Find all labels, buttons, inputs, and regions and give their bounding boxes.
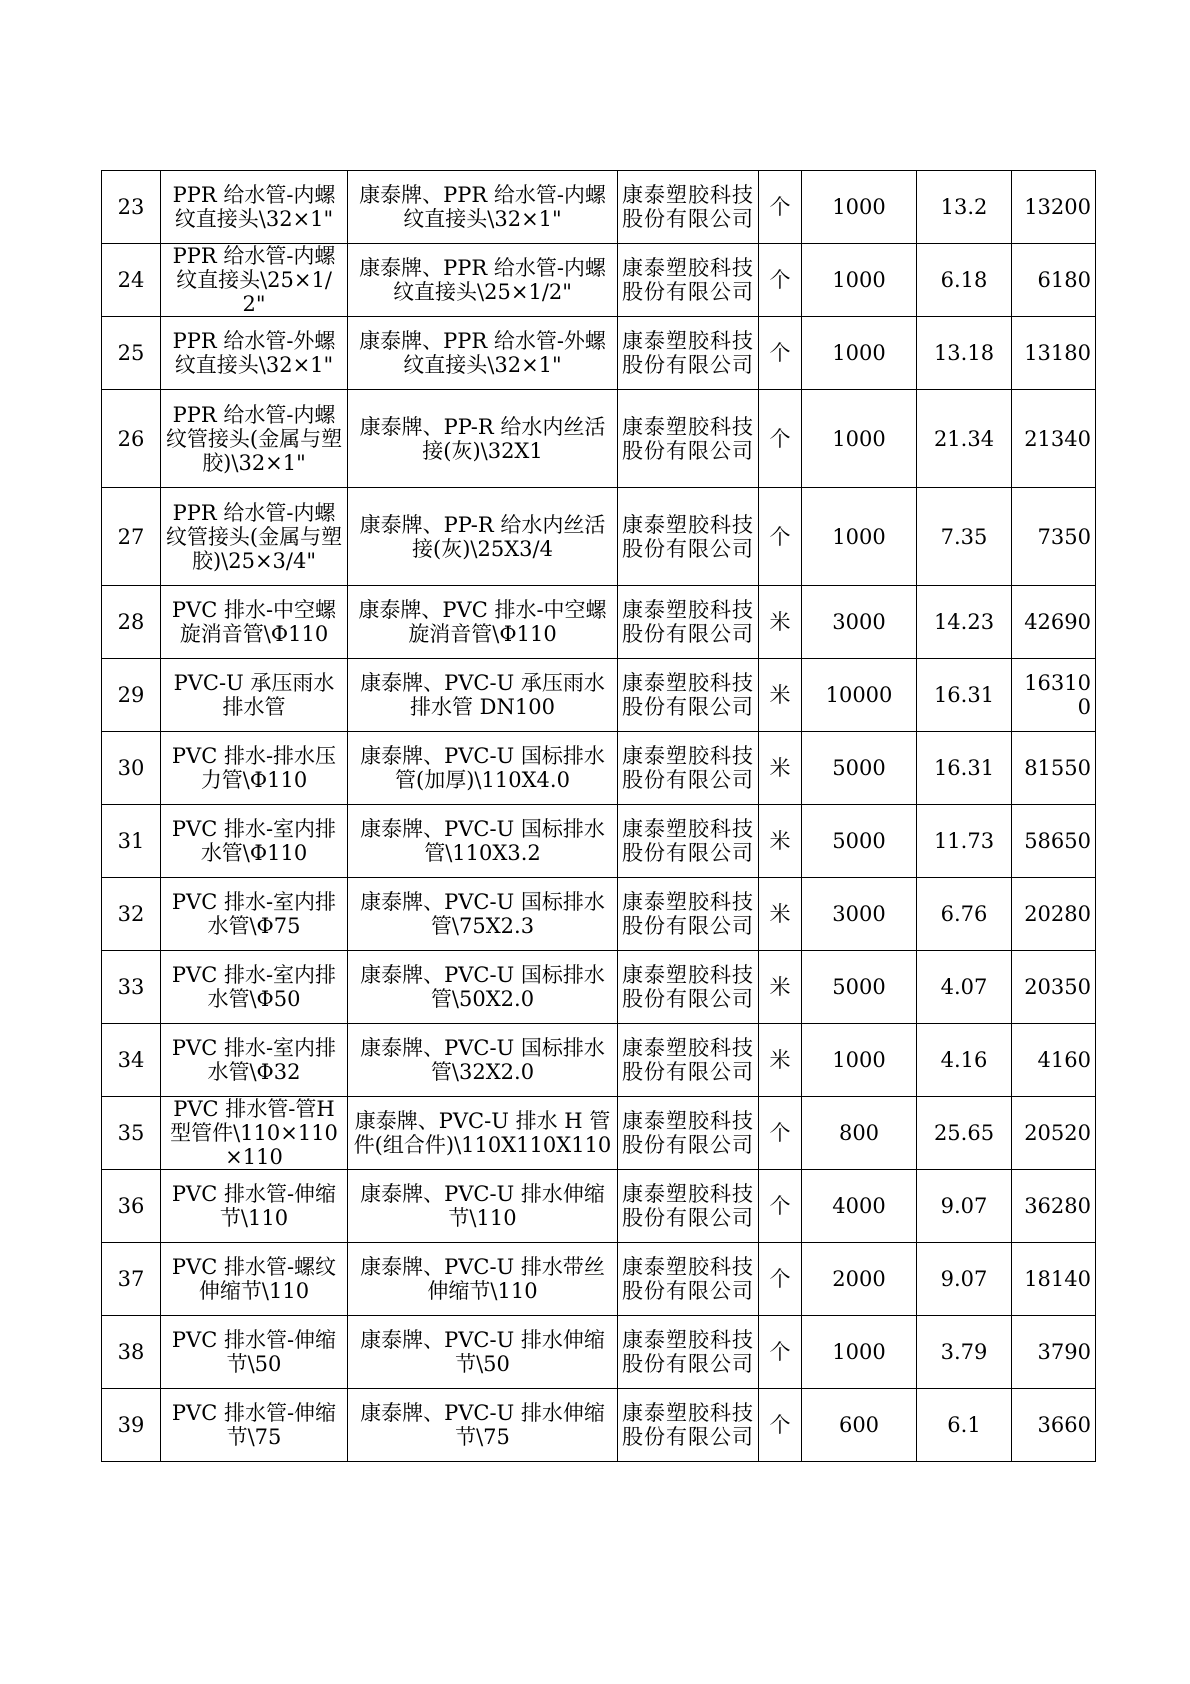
unit-cell: 米 [759,878,802,951]
product-name-cell: PVC 排水-排水压力管\Φ110 [161,732,348,805]
unit-cell: 个 [759,1243,802,1316]
manufacturer-cell: 康泰塑胶科技股份有限公司 [618,1389,759,1462]
unit-price-cell: 7.35 [917,488,1012,586]
product-name-cell: PPR 给水管-外螺纹直接头\32×1" [161,317,348,390]
table-row [102,1024,1096,1097]
product-name-cell: PVC 排水-室内排水管\Φ32 [161,1024,348,1097]
total-amount-cell: 4160 [1012,1024,1096,1097]
row-number: 38 [102,1316,161,1389]
product-name-cell: PPR 给水管-内螺纹管接头(金属与塑胶)\25×3/4" [161,488,348,586]
quantity-cell: 3000 [802,878,917,951]
total-amount-cell: 13200 [1012,171,1096,244]
brand-spec-cell: 康泰牌、PVC 排水-中空螺旋消音管\Φ110 [348,586,618,659]
unit-cell: 米 [759,951,802,1024]
product-name-cell: PVC 排水-室内排水管\Φ75 [161,878,348,951]
brand-spec-cell: 康泰牌、PPR 给水管-外螺纹直接头\32×1" [348,317,618,390]
quantity-cell: 5000 [802,732,917,805]
unit-cell: 个 [759,317,802,390]
row-number: 26 [102,390,161,488]
row-number: 27 [102,488,161,586]
brand-spec-cell: 康泰牌、PPR 给水管-内螺纹直接头\32×1" [348,171,618,244]
brand-spec-cell: 康泰牌、PVC-U 承压雨水排水管 DN100 [348,659,618,732]
brand-spec-cell: 康泰牌、PVC-U 国标排水管\75X2.3 [348,878,618,951]
product-name-cell: PVC-U 承压雨水排水管 [161,659,348,732]
brand-spec-cell: 康泰牌、PVC-U 排水伸缩节\75 [348,1389,618,1462]
product-name-cell: PVC 排水-室内排水管\Φ110 [161,805,348,878]
unit-price-cell: 16.31 [917,732,1012,805]
unit-cell: 米 [759,659,802,732]
row-number: 32 [102,878,161,951]
total-amount-cell: 36280 [1012,1170,1096,1243]
product-name-cell: PVC 排水管-伸缩节\110 [161,1170,348,1243]
unit-price-cell: 14.23 [917,586,1012,659]
total-amount-cell: 42690 [1012,586,1096,659]
table-row [102,171,1096,244]
brand-spec-cell: 康泰牌、PVC-U 国标排水管\110X3.2 [348,805,618,878]
brand-spec-cell: 康泰牌、PP-R 给水内丝活接(灰)\25X3/4 [348,488,618,586]
table-row [102,390,1096,488]
manufacturer-cell: 康泰塑胶科技股份有限公司 [618,732,759,805]
total-amount-cell: 21340 [1012,390,1096,488]
table-row [102,878,1096,951]
manufacturer-cell: 康泰塑胶科技股份有限公司 [618,1097,759,1170]
quantity-cell: 1000 [802,390,917,488]
brand-spec-cell: 康泰牌、PP-R 给水内丝活接(灰)\32X1 [348,390,618,488]
quantity-cell: 5000 [802,951,917,1024]
manufacturer-cell: 康泰塑胶科技股份有限公司 [618,1243,759,1316]
product-name-cell: PPR 给水管-内螺纹直接头\25×1/2" [161,244,348,317]
row-number: 36 [102,1170,161,1243]
unit-cell: 个 [759,171,802,244]
quantity-cell: 600 [802,1389,917,1462]
unit-cell: 米 [759,805,802,878]
row-number: 30 [102,732,161,805]
row-number: 35 [102,1097,161,1170]
total-amount-cell: 20280 [1012,878,1096,951]
table-body [102,171,1096,1462]
quantity-cell: 1000 [802,317,917,390]
product-price-table [101,170,1096,1462]
brand-spec-cell: 康泰牌、PVC-U 国标排水管\50X2.0 [348,951,618,1024]
table-row [102,1097,1096,1170]
quantity-cell: 10000 [802,659,917,732]
row-number: 31 [102,805,161,878]
unit-cell: 个 [759,1097,802,1170]
total-amount-cell: 20520 [1012,1097,1096,1170]
total-amount-cell: 58650 [1012,805,1096,878]
manufacturer-cell: 康泰塑胶科技股份有限公司 [618,805,759,878]
quantity-cell: 1000 [802,488,917,586]
product-name-cell: PVC 排水管-伸缩节\50 [161,1316,348,1389]
product-name-cell: PVC 排水管-伸缩节\75 [161,1389,348,1462]
manufacturer-cell: 康泰塑胶科技股份有限公司 [618,586,759,659]
total-amount-cell: 7350 [1012,488,1096,586]
manufacturer-cell: 康泰塑胶科技股份有限公司 [618,1170,759,1243]
table-row [102,317,1096,390]
table-row [102,951,1096,1024]
unit-price-cell: 6.1 [917,1389,1012,1462]
manufacturer-cell: 康泰塑胶科技股份有限公司 [618,488,759,586]
unit-price-cell: 4.16 [917,1024,1012,1097]
manufacturer-cell: 康泰塑胶科技股份有限公司 [618,1024,759,1097]
brand-spec-cell: 康泰牌、PVC-U 排水 H 管件(组合件)\110X110X110 [348,1097,618,1170]
manufacturer-cell: 康泰塑胶科技股份有限公司 [618,244,759,317]
quantity-cell: 4000 [802,1170,917,1243]
quantity-cell: 1000 [802,244,917,317]
table-row [102,805,1096,878]
product-name-cell: PVC 排水-中空螺旋消音管\Φ110 [161,586,348,659]
row-number: 37 [102,1243,161,1316]
table-row [102,244,1096,317]
unit-price-cell: 11.73 [917,805,1012,878]
unit-price-cell: 25.65 [917,1097,1012,1170]
unit-price-cell: 9.07 [917,1170,1012,1243]
quantity-cell: 1000 [802,1316,917,1389]
row-number: 23 [102,171,161,244]
row-number: 33 [102,951,161,1024]
product-name-cell: PVC 排水管-螺纹伸缩节\110 [161,1243,348,1316]
product-name-cell: PVC 排水管-管H 型管件\110×110×110 [161,1097,348,1170]
table-row [102,1170,1096,1243]
manufacturer-cell: 康泰塑胶科技股份有限公司 [618,951,759,1024]
manufacturer-cell: 康泰塑胶科技股份有限公司 [618,171,759,244]
brand-spec-cell: 康泰牌、PVC-U 国标排水管\32X2.0 [348,1024,618,1097]
unit-price-cell: 13.2 [917,171,1012,244]
unit-cell: 个 [759,244,802,317]
unit-cell: 米 [759,1024,802,1097]
unit-price-cell: 4.07 [917,951,1012,1024]
row-number: 34 [102,1024,161,1097]
quantity-cell: 800 [802,1097,917,1170]
table-row [102,1243,1096,1316]
total-amount-cell: 6180 [1012,244,1096,317]
manufacturer-cell: 康泰塑胶科技股份有限公司 [618,1316,759,1389]
manufacturer-cell: 康泰塑胶科技股份有限公司 [618,317,759,390]
row-number: 28 [102,586,161,659]
brand-spec-cell: 康泰牌、PVC-U 排水伸缩节\110 [348,1170,618,1243]
product-name-cell: PPR 给水管-内螺纹直接头\32×1" [161,171,348,244]
table-row [102,586,1096,659]
brand-spec-cell: 康泰牌、PVC-U 排水伸缩节\50 [348,1316,618,1389]
product-name-cell: PVC 排水-室内排水管\Φ50 [161,951,348,1024]
quantity-cell: 2000 [802,1243,917,1316]
total-amount-cell: 163100 [1012,659,1096,732]
unit-price-cell: 9.07 [917,1243,1012,1316]
unit-price-cell: 3.79 [917,1316,1012,1389]
table-row [102,659,1096,732]
unit-cell: 个 [759,390,802,488]
unit-cell: 米 [759,732,802,805]
total-amount-cell: 20350 [1012,951,1096,1024]
brand-spec-cell: 康泰牌、PVC-U 排水带丝伸缩节\110 [348,1243,618,1316]
total-amount-cell: 13180 [1012,317,1096,390]
unit-price-cell: 21.34 [917,390,1012,488]
row-number: 25 [102,317,161,390]
quantity-cell: 3000 [802,586,917,659]
row-number: 29 [102,659,161,732]
manufacturer-cell: 康泰塑胶科技股份有限公司 [618,878,759,951]
table-row [102,488,1096,586]
brand-spec-cell: 康泰牌、PPR 给水管-内螺纹直接头\25×1/2" [348,244,618,317]
row-number: 24 [102,244,161,317]
total-amount-cell: 18140 [1012,1243,1096,1316]
row-number: 39 [102,1389,161,1462]
total-amount-cell: 3660 [1012,1389,1096,1462]
unit-price-cell: 16.31 [917,659,1012,732]
quantity-cell: 5000 [802,805,917,878]
unit-cell: 个 [759,1389,802,1462]
unit-price-cell: 6.76 [917,878,1012,951]
unit-price-cell: 13.18 [917,317,1012,390]
product-name-cell: PPR 给水管-内螺纹管接头(金属与塑胶)\32×1" [161,390,348,488]
table-row [102,1389,1096,1462]
table-row [102,1316,1096,1389]
quantity-cell: 1000 [802,1024,917,1097]
unit-cell: 个 [759,488,802,586]
table-row [102,732,1096,805]
total-amount-cell: 81550 [1012,732,1096,805]
quantity-cell: 1000 [802,171,917,244]
unit-cell: 个 [759,1316,802,1389]
unit-cell: 米 [759,586,802,659]
brand-spec-cell: 康泰牌、PVC-U 国标排水管(加厚)\110X4.0 [348,732,618,805]
manufacturer-cell: 康泰塑胶科技股份有限公司 [618,390,759,488]
unit-price-cell: 6.18 [917,244,1012,317]
unit-cell: 个 [759,1170,802,1243]
manufacturer-cell: 康泰塑胶科技股份有限公司 [618,659,759,732]
total-amount-cell: 3790 [1012,1316,1096,1389]
